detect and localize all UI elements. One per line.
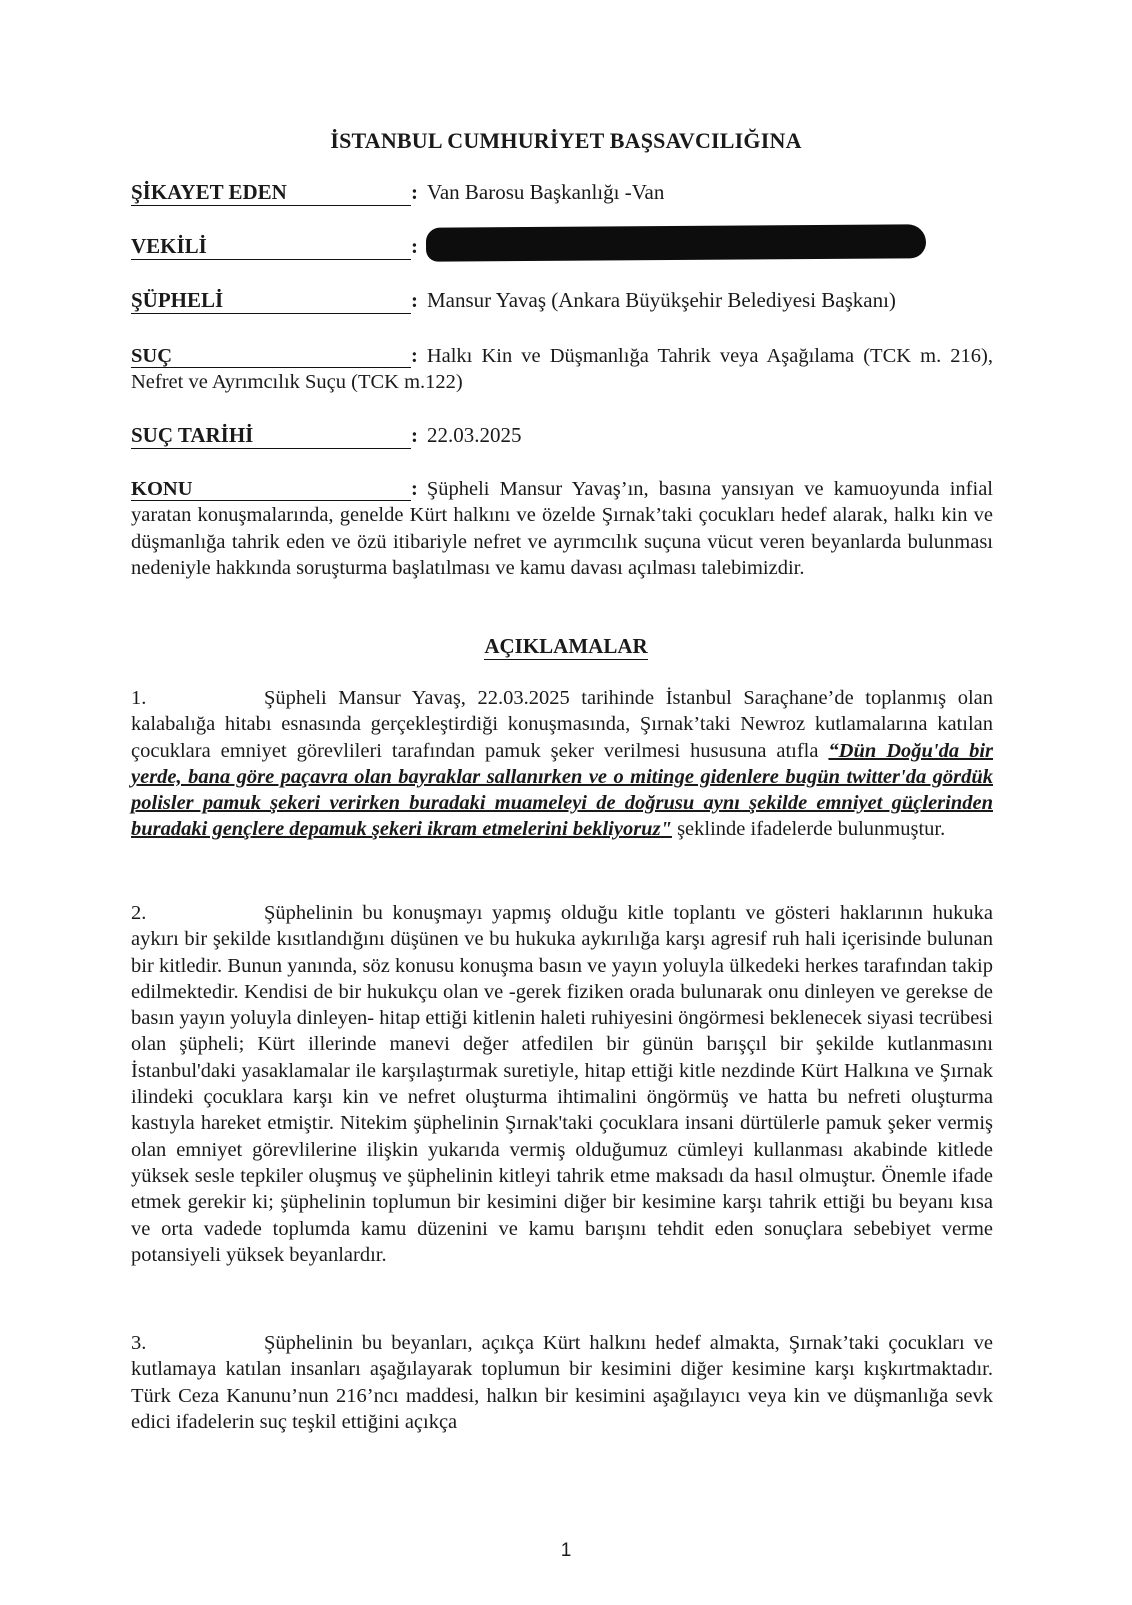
field-label-suc-tarihi: SUÇ TARİHİ bbox=[131, 423, 411, 449]
field-value-sikayet-eden bbox=[411, 180, 664, 204]
field-value-suc-tarihi bbox=[411, 423, 522, 447]
redaction-mark bbox=[426, 224, 926, 261]
field-colon: : bbox=[411, 288, 418, 312]
field-text: 22.03.2025 bbox=[427, 423, 522, 447]
paragraph-text: Şüphelinin bu beyanları, açıkça Kürt halkını hedef almakta, Şırnak’taki çocukları ve kutlamaya katılan insanları aşağılayarak toplumun bir kesimini diğer kesimine karşı kışkırtmaktadır. Türk Ceza Kanunu’nun 216’ncı maddesi, halkın bir kesimini aşağılayıcı veya kin ve düşmanlığa sevk edici ifadelerin suç teşkil ettiğini açıkça bbox=[131, 1332, 993, 1433]
field-konu bbox=[131, 476, 993, 581]
paragraph-text: şeklinde ifadelerde bulunmuştur. bbox=[671, 818, 946, 841]
field-label-suc: SUÇ bbox=[131, 345, 411, 368]
field-text: Mansur Yavaş (Ankara Büyükşehir Belediyesi Başkanı) bbox=[427, 288, 896, 312]
paragraph-number: 2. bbox=[131, 902, 147, 924]
quoted-statement: “Dün Doğu'da bir yerde, bana göre paçavra olan bayraklar sallanırken ve o mitinge gidenlere bugün twitter'da gördük polisler pamuk şekeri verirken buradaki muameleyi de doğrusu aynı şekilde emniyet güçlerinden buradaki gençlere depamuk şekeri ikram etmelerini bekliyoruz" bbox=[131, 739, 993, 841]
field-label-konu: KONU bbox=[131, 478, 411, 501]
paragraph-3 bbox=[131, 1330, 993, 1435]
field-value-suc: Halkı Kin ve Düşmanlığa Tahrik veya Aşağılama (TCK m. 216), Nefret ve Ayrımcılık Suçu (TCK m.122) bbox=[131, 345, 993, 393]
paragraph-text: Şüpheli Mansur Yavaş, 22.03.2025 tarihinde İstanbul Saraçhane’de toplanmış olan kalabalığa hitabı esnasında gerçekleştirdiği konuşmasında, Şırnak’taki Newroz kutlamalarına katılan çocuklara emniyet görevlileri tarafından pamuk şeker verilmesi hususuna atıfla bbox=[131, 687, 993, 762]
page-number: 1 bbox=[560, 1540, 572, 1561]
document-title: İSTANBUL CUMHURİYET BAŞSAVCILIĞINA bbox=[330, 128, 802, 153]
field-value-konu: Şüpheli Mansur Yavaş’ın, basına yansıyan ve kamuoyunda infial yaratan konuşmalarında, genelde Kürt halkını ve özelde Şırnak’taki çocukları hedef alarak, halkı kin ve düşmanlığa tahrik eden ve özü itibariyle nefret ve ayrımcılık suçuna vücut veren beyanlarda bulunması nedeniyle hakkında soruşturma başlatılması ve kamu davası açılması talebimizdir. bbox=[131, 478, 993, 579]
field-colon: : bbox=[411, 234, 418, 258]
field-colon: : bbox=[411, 478, 418, 500]
field-label-sikayet-eden: ŞİKAYET EDEN bbox=[131, 180, 411, 206]
paragraph-2 bbox=[131, 900, 993, 1268]
paragraph-number: 1. bbox=[131, 687, 147, 709]
field-suc bbox=[131, 343, 993, 395]
section-heading: AÇIKLAMALAR bbox=[484, 634, 648, 658]
field-colon: : bbox=[411, 345, 418, 367]
field-label-supheli: ŞÜPHELİ bbox=[131, 288, 411, 314]
paragraph-text: Şüphelinin bu konuşmayı yapmış olduğu kitle toplantı ve gösteri haklarının hukuka aykırı bir şekilde kısıtlandığını düşünen ve bu hukuka aykırılığa karşı agresif ruh hali içerisinde bulunan bir kitledir. Bunun yanında, söz konusu konuşma basın ve yayın yoluyla ülkedeki herkes tarafından takip edilmektedir. Kendisi de bir hukukçu olan ve -gerek fiziken orada bulunarak onu dinleyen ve gerekse de basın yayın yoluyla dinleyen- hitap ettiği kitlenin haleti ruhiyesini öngörmesi beklenecek siyasi tecrübesi olan şüpheli; Kürt illerinde manevi değer atfedilen bir günün barışçıl bir şekilde kutlanmasını İstanbul'daki yasaklamalar ile karşılaştırmak suretiyle, hitap ettiği kitle nezdinde Kürt Halkına ve Şırnak ilindeki çocuklara karşı kin ve nefret oluşturma ihtimalini öngörmüş ve hatta bu nefreti oluşturma kastıyla hareket etmiştir. Nitekim şüphelinin Şırnak'taki çocuklara insani dürtülerle pamuk şeker vermiş olan emniyet görevlilerine ilişkin yukarıda vermiş olduğumuz cümleyi kullanması akabinde kitlede yüksek sesle tepkiler oluşmuş ve şüphelinin kitleyi tahrik etme maksadı da hasıl olmuştur. Önemle ifade etmek gerekir ki; şüphelinin toplumun bir kesimini diğer bir kesimine karşı tahrik ettiği bu beyanı kısa ve orta vadede toplumda kamu düzenini ve kamu barışını tehdit eden sonuçlara sebebiyet verme potansiyeli yüksek beyanlardır. bbox=[131, 902, 993, 1266]
field-colon: : bbox=[411, 180, 418, 204]
paragraph-1 bbox=[131, 685, 993, 843]
field-value-supheli bbox=[411, 288, 896, 312]
paragraph-number: 3. bbox=[131, 1332, 147, 1354]
field-colon: : bbox=[411, 423, 418, 447]
field-text: Van Barosu Başkanlığı -Van bbox=[427, 180, 665, 204]
field-value-vekili bbox=[411, 234, 427, 258]
field-label-vekili: VEKİLİ bbox=[131, 234, 411, 260]
